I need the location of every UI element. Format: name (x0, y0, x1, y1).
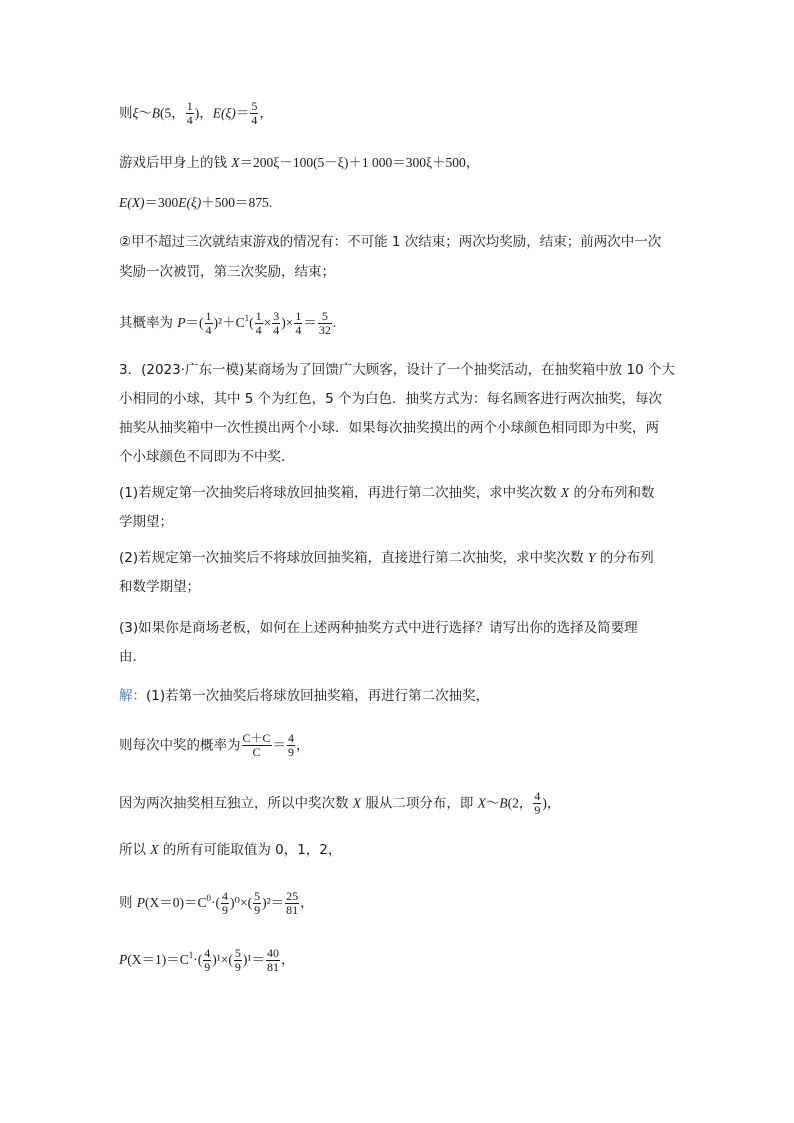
fraction: $\frac{4}{9}$ (288, 731, 295, 759)
fraction: $\frac{5}{9}$ (234, 945, 241, 974)
fraction: $\frac{40}{81}$ (266, 945, 279, 974)
text: . (332, 315, 337, 330)
text: 其概率为 (119, 315, 178, 331)
fraction: $\frac{25}{81}$ (286, 888, 299, 917)
solution-line-5: 则 $P(X=0)=C^0\cdot$( $\frac{4}{9}$ )⁰×( $\frac{5}{9}$ )²＝ $\frac{25}{81}$ ， (119, 888, 314, 917)
var-p: P (136, 895, 146, 910)
line-1 (119, 100, 273, 127)
var-p: P (177, 315, 186, 330)
fraction: $\frac{5}{4}$ (251, 99, 258, 127)
problem-3-line-4: 个小球颜色不同即为不中奖． (119, 449, 295, 465)
text: ＝ (235, 105, 250, 122)
fraction: $\frac{4}{9}$ (534, 789, 541, 817)
var-xi: (ξ) (221, 105, 236, 121)
part-1-line-1: (1)若规定第一次抽奖后将球放回抽奖箱，再进行第二次抽奖，求中奖次数 X 的分布列和数 (119, 485, 655, 501)
text: ＝ (303, 315, 317, 330)
line-5: 奖励一次被罚，第三次奖励，结束； (119, 264, 335, 280)
fraction: $\frac{1}{4}$ (205, 308, 212, 337)
expression: E(ξ) (178, 195, 202, 210)
line-4: ②甲不超过三次就结束游戏的情况有：不可能 1 次结束；两次均奖励，结束；前两次中一次 (119, 234, 662, 250)
text: )， (194, 105, 213, 121)
superscript: 1 (188, 950, 194, 960)
fraction: $\frac{5}{32}$ (318, 308, 331, 337)
var-x: X (560, 485, 570, 500)
var-p: P (119, 952, 128, 967)
part-2-line-1: (2)若规定第一次抽奖后不将球放回抽奖箱，直接进行第二次抽奖，求中奖次数 Y 的分布列 (119, 550, 654, 566)
var-x: X (352, 795, 362, 811)
fraction: $\frac{C+C}{C}$ (242, 731, 271, 759)
var-x: X (150, 842, 159, 857)
expression: ＝200ξ－100(5－ξ)＋1 000＝300ξ＋500， (239, 155, 480, 170)
var-y: Y (587, 550, 596, 565)
part-2-line-2: 和数学期望； (119, 579, 200, 595)
text: ～ (138, 105, 152, 122)
var-x: X (477, 795, 486, 811)
superscript: 0 (206, 893, 212, 903)
part-3-line-1: (3)如果你是商场老板，如何在上述两种抽奖方式中进行选择？请写出你的选择及简要理 (119, 620, 638, 636)
var-xi: ξ (132, 105, 139, 121)
problem-3-line-3: 抽奖从抽奖箱中一次性摸出两个小球．如果每次抽奖摸出的两个小球颜色相同即为中奖，两 (119, 420, 659, 436)
fraction: $\frac{1}{4}$ (186, 99, 193, 127)
fraction: $\frac{5}{9}$ (254, 888, 261, 917)
var-e: E (212, 105, 222, 121)
solution-line-6: $P(X=1)=C^1\cdot$( $\frac{4}{9}$ )¹×( $\frac{5}{9}$ )¹＝ $\frac{40}{81}$ ， (119, 945, 295, 974)
text: ＝( (185, 315, 204, 330)
fraction: $\frac{4}{9}$ (204, 945, 211, 974)
fraction: $\frac{4}{9}$ (222, 888, 229, 917)
solution-label: 解： (119, 688, 146, 704)
line-3 (119, 193, 272, 213)
var-b: B (499, 795, 508, 811)
solution-line-4: 所以 X 的所有可能取值为 0，1，2， (119, 842, 342, 858)
text: )× (281, 315, 294, 330)
expression: ＋500＝875. (201, 195, 273, 210)
line-2 (119, 153, 479, 173)
var-x: X (231, 155, 240, 170)
fraction: $\frac{3}{4}$ (273, 308, 280, 337)
problem-3-line-2: 小相同的小球，其中 5 个为红色，5 个为白色．抽奖方式为：每名顾客进行两次抽奖，每次 (119, 391, 663, 407)
problem-3-line-1: 3．(2023·广东一模)某商场为了回馈广大顾客，设计了一个抽奖活动，在抽奖箱中放 10 个大 (119, 362, 676, 378)
text: ， (259, 105, 273, 122)
fraction: $\frac{1}{4}$ (295, 308, 302, 337)
part-3-line-2: 由． (119, 649, 146, 665)
text: )²＋C (213, 315, 245, 330)
solution-line-1: 解：(1)若第一次抽奖后将球放回抽奖箱，再进行第二次抽奖， (119, 688, 490, 704)
superscript: 1 (244, 313, 250, 323)
var-b: B (151, 105, 161, 121)
text: (5， (160, 105, 185, 121)
solution-line-2: 则每次中奖的概率为 $\frac{C+C}{C}$ ＝ $\frac{4}{9}$ ， (119, 731, 310, 759)
part-1-line-2: 学期望； (119, 514, 173, 530)
expression: ＝300 (144, 195, 179, 210)
line-6 (119, 308, 336, 337)
solution-line-3: 因为两次抽奖相互独立，所以中奖次数 X 服从二项分布，即 X～B(2， $\frac{4}{9}$ )， (119, 789, 561, 817)
text: 游戏后甲身上的钱 (119, 155, 232, 171)
fraction: $\frac{1}{4}$ (255, 308, 262, 337)
expression: E(X) (119, 195, 145, 210)
text: 则 (119, 105, 133, 122)
text: × (263, 315, 272, 330)
text: ( (249, 315, 254, 330)
